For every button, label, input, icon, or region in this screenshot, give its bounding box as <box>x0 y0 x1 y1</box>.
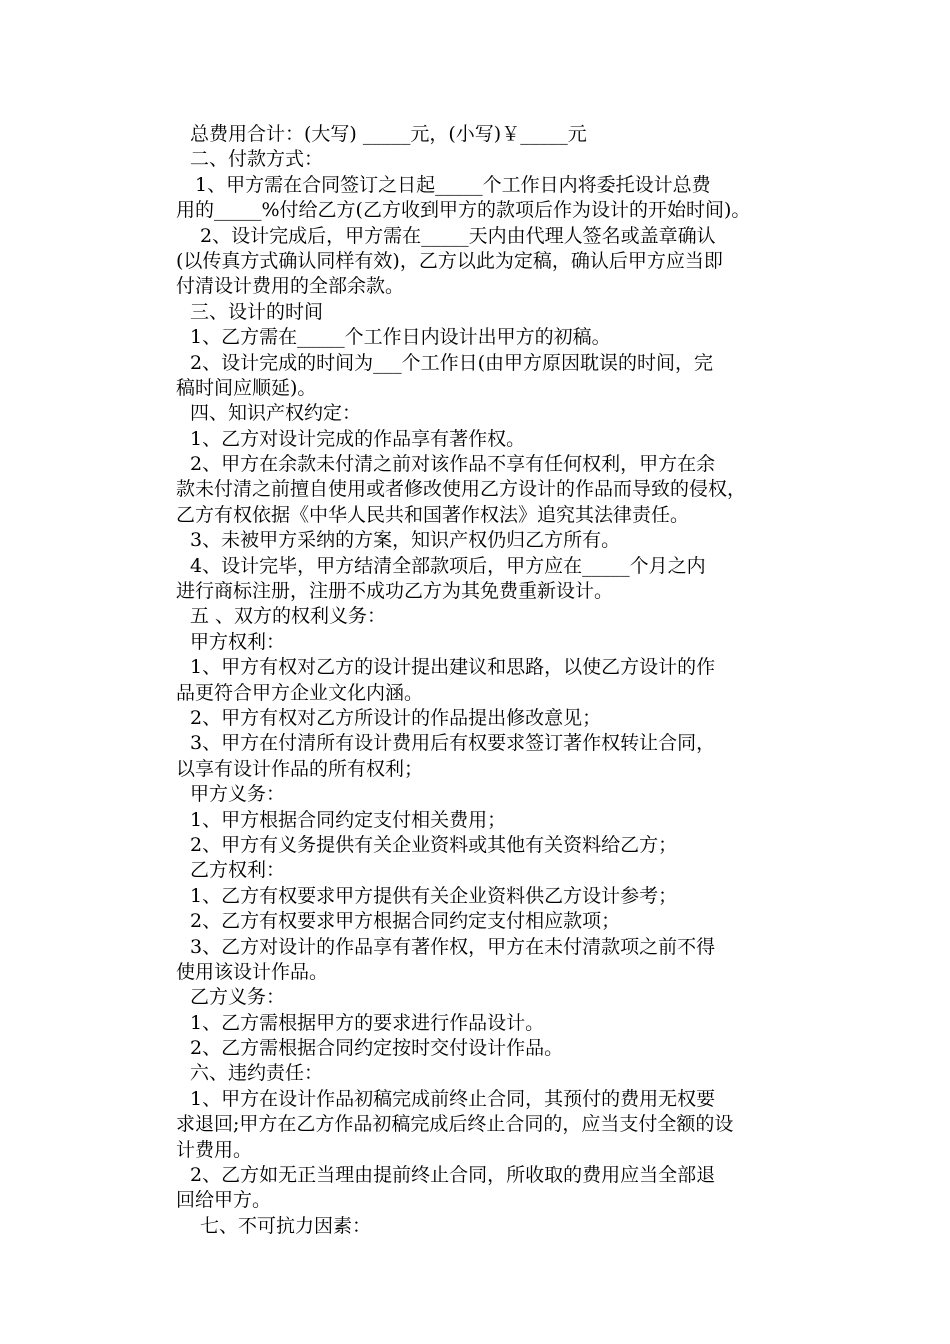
text-line: 款未付清之前擅自使用或者修改使用乙方设计的作品而导致的侵权， <box>176 478 747 501</box>
text-line: 甲方权利： <box>190 630 286 653</box>
text-line: 求退回;甲方在乙方作品初稿完成后终止合同的，应当支付全额的设 <box>176 1113 734 1136</box>
text-line: 3、未被甲方采纳的方案，知识产权仍归乙方所有。 <box>190 529 621 552</box>
text-line: 1、甲方根据合同约定支付相关费用； <box>190 808 507 831</box>
text-line: 二、付款方式： <box>190 148 324 171</box>
text-line: 以享有设计作品的所有权利； <box>176 757 424 780</box>
text-line: 2、乙方如无正当理由提前终止合同，所收取的费用应当全部退 <box>190 1164 716 1187</box>
text-line: 总费用合计：(大写) _____元，(小写)￥_____元 <box>190 123 587 145</box>
text-line: 甲方义务： <box>190 783 286 806</box>
document-body <box>176 122 816 1239</box>
text-line: 稿时间应顺延)。 <box>176 376 317 399</box>
text-line: 三、设计的时间 <box>190 300 324 323</box>
text-line: 2、甲方有义务提供有关企业资料或其他有关资料给乙方； <box>190 833 678 856</box>
text-line: 使用该设计作品。 <box>176 960 329 983</box>
text-line: 3、乙方对设计的作品享有著作权，甲方在未付清款项之前不得 <box>190 935 716 958</box>
text-line: 1、乙方需根据甲方的要求进行作品设计。 <box>190 1011 545 1034</box>
text-line: 2、乙方需根据合同约定按时交付设计作品。 <box>190 1037 564 1060</box>
text-line: 1、乙方需在_____个工作日内设计出甲方的初稿。 <box>190 326 611 349</box>
text-line: 2、设计完成后，甲方需在_____天内由代理人签名或盖章确认 <box>200 224 716 247</box>
text-line: 2、甲方在余款未付清之前对该作品不享有任何权利，甲方在余 <box>190 453 716 476</box>
text-line: 付清设计费用的全部余款。 <box>176 275 405 298</box>
text-line: 五 、双方的权利义务： <box>190 605 387 628</box>
text-line: 2、甲方有权对乙方所设计的作品提出修改意见； <box>190 706 602 729</box>
text-line: 四、知识产权约定： <box>190 402 362 425</box>
text-line: (以传真方式确认同样有效)，乙方以此为定稿，确认后甲方应当即 <box>176 249 723 272</box>
text-line: 3、甲方在付清所有设计费用后有权要求签订著作权转让合同， <box>190 732 716 755</box>
text-line: 乙方权利： <box>190 859 286 882</box>
text-line: 七、不可抗力因素： <box>200 1214 372 1237</box>
text-line: 乙方有权依据《中华人民共和国著作权法》追究其法律责任。 <box>176 503 690 526</box>
text-line: 用的_____%付给乙方(乙方收到甲方的款项后作为设计的开始时间)。 <box>176 199 751 222</box>
text-line: 计费用。 <box>176 1138 253 1161</box>
text-line: 乙方义务： <box>190 986 286 1009</box>
text-line: 2、设计完成的时间为___个工作日(由甲方原因耽误的时间，完 <box>190 351 714 374</box>
text-line: 1、乙方有权要求甲方提供有关企业资料供乙方设计参考； <box>190 884 678 907</box>
text-line: 回给甲方。 <box>176 1189 272 1212</box>
text-line: 进行商标注册，注册不成功乙方为其免费重新设计。 <box>176 580 614 603</box>
text-line: 1、甲方在设计作品初稿完成前终止合同，其预付的费用无权要 <box>190 1087 716 1110</box>
text-line: 六、违约责任： <box>190 1062 324 1085</box>
text-line: 品更符合甲方企业文化内涵。 <box>176 681 424 704</box>
text-line: 1、甲方有权对乙方的设计提出建议和思路，以使乙方设计的作 <box>190 656 716 679</box>
text-line: 2、乙方有权要求甲方根据合同约定支付相应款项； <box>190 910 621 933</box>
text-line: 1、甲方需在合同签订之日起_____个工作日内将委托设计总费 <box>195 173 711 196</box>
text-line: 4、设计完毕，甲方结清全部款项后，甲方应在_____个月之内 <box>190 554 706 577</box>
text-line: 1、乙方对设计完成的作品享有著作权。 <box>190 427 526 450</box>
